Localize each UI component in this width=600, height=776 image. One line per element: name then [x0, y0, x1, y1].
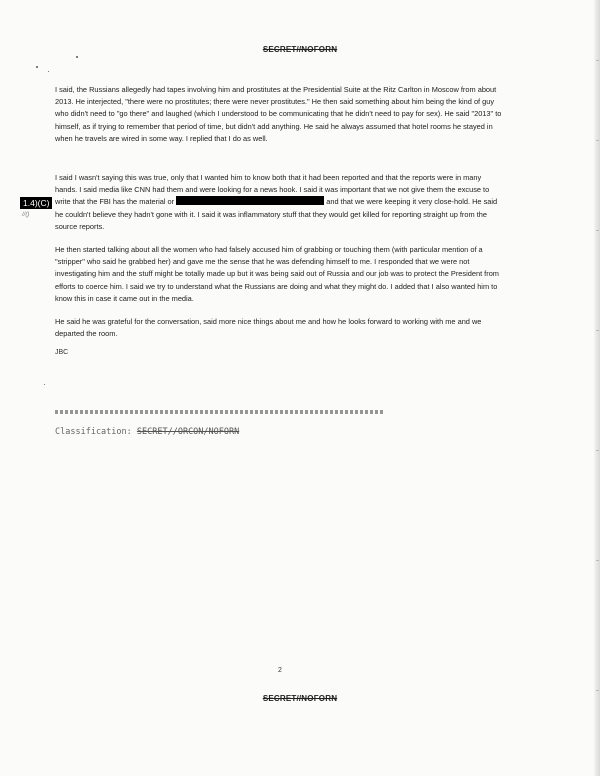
- margin-handwritten-mark: //(): [22, 212, 30, 218]
- redaction-exemption-label: 1.4)(C): [20, 197, 52, 209]
- redaction-block: [282, 196, 324, 205]
- memo-paragraph-2: [55, 172, 505, 233]
- paragraph-2-text-end: and that we were keeping it very close-hold. He said he couldn't believe they hadn't gone with it. I said it was inflammatory stuff that they would get killed for reporting straight up from the source reports.: [55, 197, 498, 231]
- scan-speck: [76, 56, 78, 58]
- page-number: 2: [278, 667, 282, 674]
- classification-value: SECRET//ORCON/NOFORN: [136, 427, 240, 437]
- memo-paragraph-4: He said he was grateful for the conversation, said more nice things about me and how he looks forward to working with me and we departed the room.: [55, 317, 482, 339]
- memo-paragraph-1: I said, the Russians allegedly had tapes involving him and prostitutes at the Presidential Suite at the Ritz Carlton in Moscow from about 2013. He interjected, "there were no prostitutes; there were never prostitutes." He then said something about him being the kind of guy who didn't need to "go there" and laughed (which I understood to be communicating that he didn't need to pay for sex). He said "2013" to himself, as if trying to remember that period of time, but didn't add anything. He said he always assumed that hotel rooms he stayed in when he travels are wired in some way. I replied that I do as well.: [55, 85, 502, 143]
- scan-speck: [48, 71, 49, 72]
- memo-paragraph-3: He then started talking about all the women who had falsely accused him of grabbing or touching them (with particular mention of a "stripper" who said he grabbed her) and gave me the sense that he was defending himself to me. I responded that we were not investigating him and the stuff might be totally made up but it was being said out of Russia and our job was to protect the President from efforts to coerce him. I said we try to understand what the Russians are doing and what they might do. I added that I also wanted him to know this in case it came out in the media.: [55, 245, 499, 303]
- paragraph-2-text-start: I said I wasn't saying this was true, only that I wanted him to know both that it had been reported and that the reports were in many hands. I said media like CNN had them and were looking for a news hook. I said it was important that we not give them the excuse to write that the FBI has the material or: [55, 173, 490, 207]
- classification-line: [55, 427, 239, 437]
- scan-edge: [594, 0, 600, 776]
- redaction-block: [176, 196, 282, 205]
- separator-line: [55, 410, 385, 414]
- footer-classification-marking: SECRET//NOFORN: [262, 694, 338, 703]
- header-classification-marking: SECRET//NOFORN: [262, 45, 338, 54]
- scan-speck: [36, 66, 38, 68]
- author-initials: JBC: [55, 349, 69, 356]
- classification-label: Classification:: [55, 427, 132, 437]
- scan-speck: [44, 384, 45, 385]
